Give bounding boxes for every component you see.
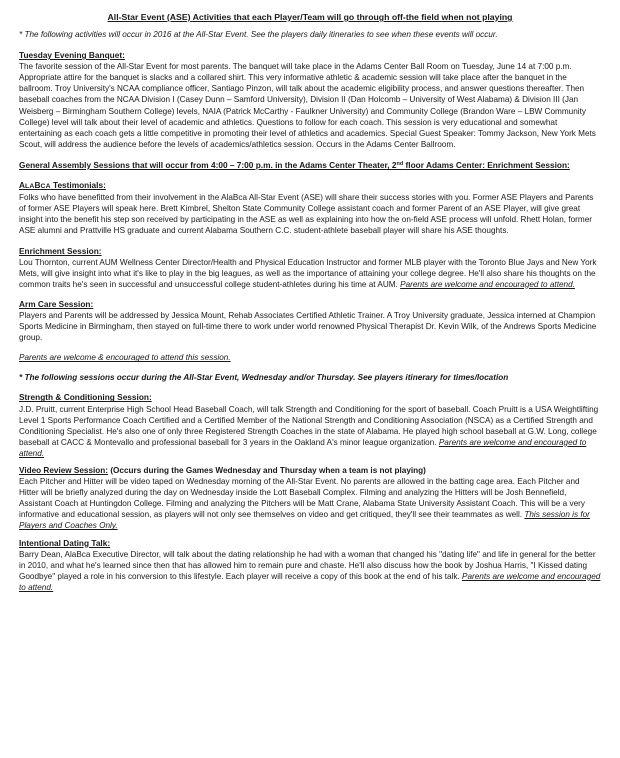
dating-heading: Intentional Dating Talk: [19,537,111,548]
testimonials-heading-a: A [19,180,25,191]
testimonials-section [19,180,601,236]
testimonials-heading-b: B [34,180,41,191]
general-assembly-heading-sup: nd [396,160,404,167]
banquet-heading: Tuesday Evening Banquet: [19,50,125,61]
testimonials-heading [19,180,601,192]
video-heading: Video Review Session: [19,466,109,475]
video-heading-line [19,465,601,476]
enrichment-emphasis: Parents are welcome and encouraged to attend. [400,279,575,289]
testimonials-heading-la: LA [25,183,35,191]
intro-note: * The following activities will occur in 2016 at the All-Star Event. See the players daily itineraries to see when these events will occur. [19,30,498,39]
arm-care-body: Players and Parents will be addressed by Jessica Mount, Rehab Associates Certified Athletic Trainer. A Troy University graduate, Jessica interned at Champion Sports Medicine in Birmingham, then stayed on full-time there to work under world renowned Physical Therapist Dr. Kevin Wilk, of the Andrews Sports Medicine group. [19,310,597,343]
dating-emphasis: Parents are welcome and encouraged to attend. [19,571,601,592]
general-assembly-heading-part1: General Assembly Sessions that will occur from 4:00 – 7:00 p.m. in the Adams Center Theater, 2 [19,159,397,170]
video-paragraph [19,476,601,531]
strength-emphasis: Parents are welcome and encouraged to attend. [19,437,587,458]
arm-care-emphasis: Parents are welcome & encouraged to attend this session. [19,353,231,363]
strength-section [19,392,601,459]
strength-paragraph [19,404,601,459]
testimonials-heading-ca: CA [40,183,51,191]
video-emphasis: This session is for Players and Coaches Only. [19,510,590,531]
document-title: All-Star Event (ASE) Activities that each Player/Team will go through off-the field when not playing [107,12,513,22]
testimonials-body: Folks who have benefitted from their involvement in the AlaBca All-Star Event (ASE) will share their success stories with you. Former ASE Players and Parents of former ASE Players will speak here. Brett Kimbrel, Shelton State Community College assistant coach and former Parent of an ASE Player, will give great insight into the benefit his step son received by participating in the ASE as well as explaining into how the on-field ASE process will unfold. Rhett Holan, former ASE alumni and Prattville HS graduate and current Alabama Southern C.C. student-athlete baseball player will share his ASE thoughts. [19,193,594,236]
enrichment-heading: Enrichment Session: [19,245,102,256]
general-assembly-heading [19,160,601,171]
strength-body: J.D. Pruitt, current Enterprise High School Head Baseball Coach, will talk Strength and Conditioning for the sport of baseball. Coach Pruitt is a USA Weightlifting Level 1 Sports Performance Coach Certified and a Certified Member of the National Strength and Conditioning Association (NSCA) as a Certified Strength and Conditioning Specialist. He's also one of only three Registered Strength Coaches in the state of Alabama. He played high school baseball at G.W. Long, college baseball at CACC & Montevallo and professional baseball for 3 years in the Oakland A's minor league organization. [19,404,599,447]
arm-care-heading: Arm Care Session: [19,298,94,309]
video-section [19,465,601,532]
banquet-section [19,50,601,150]
general-assembly-section [19,160,601,171]
testimonials-heading-suffix: Testimonials: [50,180,106,191]
enrichment-paragraph [19,257,601,290]
enrichment-body: Lou Thornton, current AUM Wellness Center Director/Health and Physical Education Instructor and former MLB player with the Toronto Blue Jays and New York Mets, will give insight into what it's like to play in the big leagues, as well as the importance of attaining your college degree. He'll also share his thoughts on the common traits he's seen in successful and unsuccessful college student-athletes during his time at AUM. [19,257,597,289]
video-body: Each Pitcher and Hitter will be video taped on Wednesday morning of the All-Star Event. No parents are allowed in the batting cage area. Each Pitcher and Hitter will be briefly analyzed during the day on Wednesday inside the Lott Baseball Complex. Filming and analyzing the Hitters will be Josh Bennefield, Assistant Coach at Huntingdon College. Filming and analyzing the Pitchers will be Matt Crane, Alabama State University Assistant Coach. This will be a very informative and educational session, as players will not only see themselves on video and get critiqued, they'll see their teammates as well. [19,477,585,520]
banquet-body: The favorite session of the All-Star Event for most parents. The banquet will take place in the Adams Center Ball Room on Tuesday, June 14 at 7:00 p.m. Appropriate attire for the banquet is slacks and a collared shirt. This very informative athletic & academic session will take place after the banquet in the ballroom. Troy University's NCAA compliance officer, Santiago Pinzon, will talk about the academic eligibility process, and answer questions thereafter. Then baseball coaches from the NCAA Division I (Casey Dunn – Samford University), Division II (Dan Holcomb – University of West Alabama) & Division III (Jan Weisberg – Birmingham Southern College) levels, NAIA (Patrick McCarthy - Faulkner University) and Community College (Brandon Ware – LBW Community College) level will talk about their level of academic and athletics. Questions to follow for each coach. This session is very educational and somewhat entertaining as each coach gets a little competitive in promoting their level of athletics and academics. Special Guest Speaker: Tommy Jackson, New York Mets Scout, will address the audience before the levels of academics/athletics session. Occurs in the Adams Center Ballroom. [19,62,596,149]
dating-section [19,538,601,593]
dating-paragraph [19,549,601,593]
general-assembly-heading-part2: floor Adams Center: Enrichment Session: [403,159,570,170]
strength-heading: Strength & Conditioning Session: [19,392,152,403]
dating-body: Barry Dean, AlaBca Executive Director, will talk about the dating relationship he had with a woman that changed his "dating life" and life in general for the better in 2010, and what he's learned since then that has allowed him to remain pure and chaste. He'll also discuss how the book by Joshua Harris, "I Kissed dating Goodbye" played a role in his conversion to this lifestyle. Each player will receive a copy of this book at the end of his talk. [19,549,596,581]
video-heading-note: (Occurs during the Games Wednesday and Thursday when a team is not playing) [108,466,426,475]
allstar-note: * The following sessions occur during the All-Star Event, Wednesday and/or Thursday. See players itinerary for times/location [19,373,509,383]
arm-care-section [19,299,601,363]
enrichment-section [19,246,601,290]
